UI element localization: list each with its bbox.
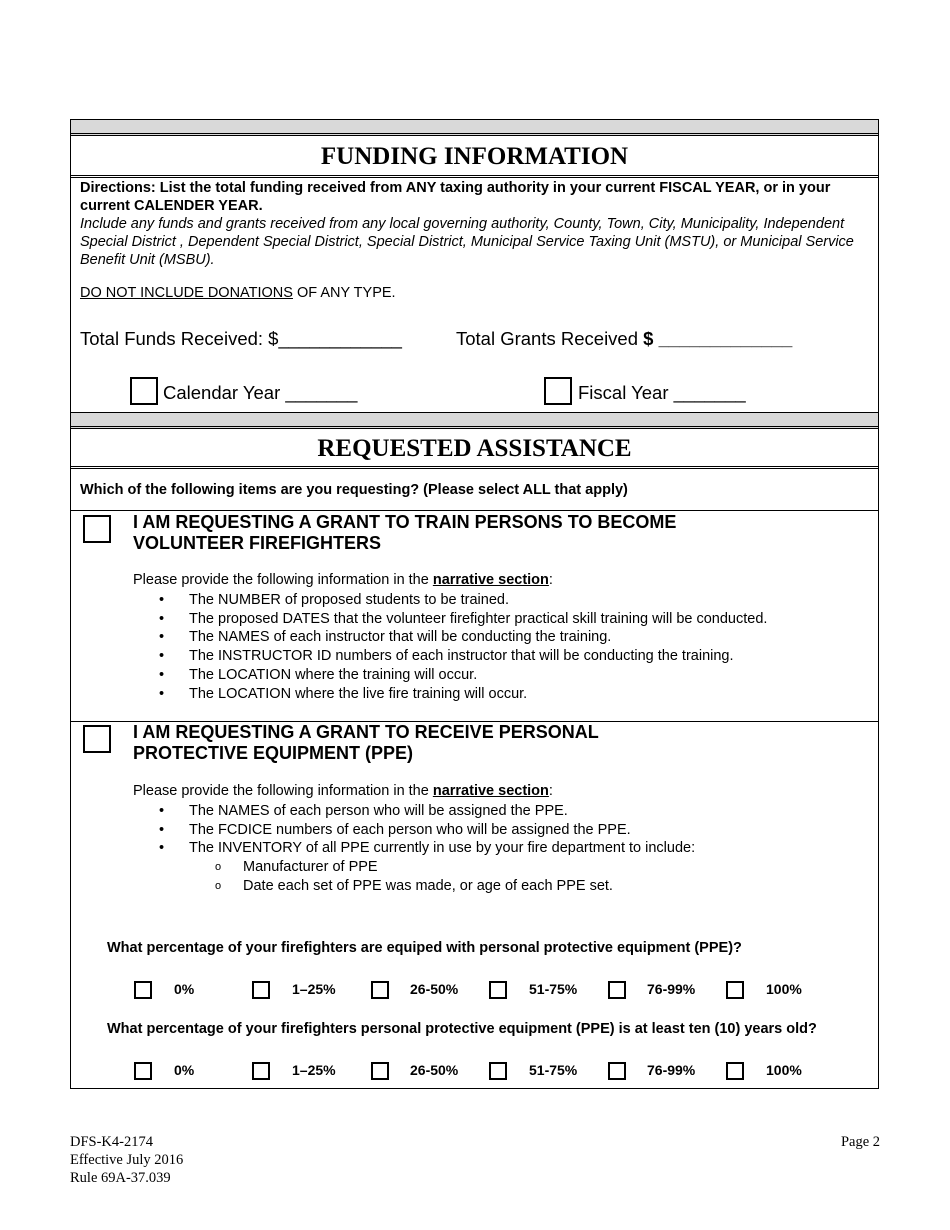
funding-form <box>70 119 879 1089</box>
ppe-request-heading <box>133 722 599 764</box>
assistance-title: REQUESTED ASSISTANCE <box>71 429 878 469</box>
donations-warning-rest: OF ANY TYPE. <box>292 285 396 301</box>
option-label: 26-50% <box>410 981 459 997</box>
list-item: o Manufacturer of PPE <box>133 858 873 877</box>
option-label: 0% <box>174 1062 195 1078</box>
divider <box>71 510 878 511</box>
option-label: 100% <box>766 1062 802 1078</box>
ppe-heading-line2: PROTECTIVE EQUIPMENT (PPE) <box>133 743 414 763</box>
fiscal-year-label: Fiscal Year _______ <box>578 382 746 403</box>
directions-note: Include any funds and grants received from any local governing authority, County, Town, City, Municipality, Independent Special District , Dependent Special District, Special District, Municipal Service Taxing Unit (MSTU), or Municipal Service Benefit Unit (MSBU). <box>80 216 854 268</box>
equipped-26-50-checkbox[interactable] <box>371 981 389 999</box>
list-item: o Date each set of PPE was made, or age of each PPE set. <box>133 877 873 896</box>
train-heading-line1: I AM REQUESTING A GRANT TO TRAIN PERSONS TO BECOME <box>133 512 677 532</box>
ppe-request-checkbox[interactable] <box>83 725 111 753</box>
calendar-year-label: Calendar Year _______ <box>163 382 358 403</box>
section-separator <box>71 412 878 429</box>
option-label: 100% <box>766 981 802 997</box>
train-intro <box>133 572 553 588</box>
effective-date: Effective July 2016 <box>70 1152 184 1168</box>
equipped-0-checkbox[interactable] <box>134 981 152 999</box>
option-label: 0% <box>174 981 195 997</box>
list-item: • The INVENTORY of all PPE currently in use by your fire department to include: <box>133 839 873 858</box>
page-number: Page 2 <box>840 1134 880 1150</box>
train-narrative-link: narrative section <box>432 572 549 588</box>
total-grants-field[interactable] <box>456 328 792 350</box>
option-label: 1–25% <box>292 1062 336 1078</box>
option-label: 76-99% <box>647 1062 696 1078</box>
train-request-heading <box>133 512 676 554</box>
age-0-checkbox[interactable] <box>134 1062 152 1080</box>
list-item: • The LOCATION where the live fire training will occur. <box>133 685 873 704</box>
train-info-list <box>133 591 873 703</box>
total-funds-field[interactable]: Total Funds Received: $____________ <box>80 328 402 349</box>
equipped-1-25-checkbox[interactable] <box>252 981 270 999</box>
option-label: 76-99% <box>647 981 696 997</box>
ppe-intro-suffix: : <box>548 783 553 799</box>
ppe-intro <box>133 783 553 799</box>
age-1-25-checkbox[interactable] <box>252 1062 270 1080</box>
ppe-age-question: What percentage of your firefighters personal protective equipment (PPE) is at least ten (10) years old? <box>107 1021 817 1037</box>
ppe-info-list <box>133 802 873 896</box>
list-item: • The proposed DATES that the volunteer firefighter practical skill training will be conducted. <box>133 610 873 629</box>
funding-directions <box>80 179 870 269</box>
equipped-100-checkbox[interactable] <box>726 981 744 999</box>
fiscal-year-checkbox[interactable] <box>544 377 572 405</box>
list-item: • The NAMES of each instructor that will be conducting the training. <box>133 628 873 647</box>
age-76-99-checkbox[interactable] <box>608 1062 626 1080</box>
total-grants-label: Total Grants Received <box>456 328 644 349</box>
donations-warning: DO NOT INCLUDE DONATIONS <box>80 285 293 301</box>
train-intro-suffix: : <box>548 572 553 588</box>
age-51-75-checkbox[interactable] <box>489 1062 507 1080</box>
equipped-51-75-checkbox[interactable] <box>489 981 507 999</box>
header-bar <box>71 120 878 136</box>
total-grants-blank: _____________ <box>653 328 793 349</box>
option-label: 1–25% <box>292 981 336 997</box>
form-id: DFS-K4-2174 <box>70 1134 153 1150</box>
rule-number: Rule 69A-37.039 <box>70 1170 171 1186</box>
option-label: 51-75% <box>529 981 578 997</box>
assistance-question: Which of the following items are you requesting? (Please select ALL that apply) <box>80 482 628 498</box>
option-label: 26-50% <box>410 1062 459 1078</box>
funding-title: FUNDING INFORMATION <box>71 136 878 178</box>
ppe-intro-prefix: Please provide the following information in the <box>133 783 433 799</box>
form-footer <box>70 1133 183 1187</box>
list-item: • The FCDICE numbers of each person who will be assigned the PPE. <box>133 821 873 840</box>
ppe-sub-list <box>133 858 873 895</box>
list-item: • The NAMES of each person who will be assigned the PPE. <box>133 802 873 821</box>
train-intro-prefix: Please provide the following information in the <box>133 572 433 588</box>
donations-note <box>80 285 396 301</box>
train-heading-line2: VOLUNTEER FIREFIGHTERS <box>133 533 382 553</box>
train-request-checkbox[interactable] <box>83 515 111 543</box>
equipped-76-99-checkbox[interactable] <box>608 981 626 999</box>
age-26-50-checkbox[interactable] <box>371 1062 389 1080</box>
option-label: 51-75% <box>529 1062 578 1078</box>
ppe-narrative-link: narrative section <box>432 783 549 799</box>
list-item: • The LOCATION where the training will occur. <box>133 666 873 685</box>
directions-text: Directions: List the total funding received from ANY taxing authority in your current FISCAL YEAR, or in your current CALENDER YEAR. <box>80 180 831 214</box>
total-grants-dollar: $ <box>643 328 654 349</box>
list-item: • The NUMBER of proposed students to be trained. <box>133 591 873 610</box>
ppe-equipped-question: What percentage of your firefighters are equiped with personal protective equipment (PPE)? <box>107 940 742 956</box>
ppe-sub-list-wrapper <box>133 858 873 895</box>
age-100-checkbox[interactable] <box>726 1062 744 1080</box>
ppe-heading-line1: I AM REQUESTING A GRANT TO RECEIVE PERSONAL <box>133 722 599 742</box>
list-item: • The INSTRUCTOR ID numbers of each instructor that will be conducting the training. <box>133 647 873 666</box>
calendar-year-checkbox[interactable] <box>130 377 158 405</box>
